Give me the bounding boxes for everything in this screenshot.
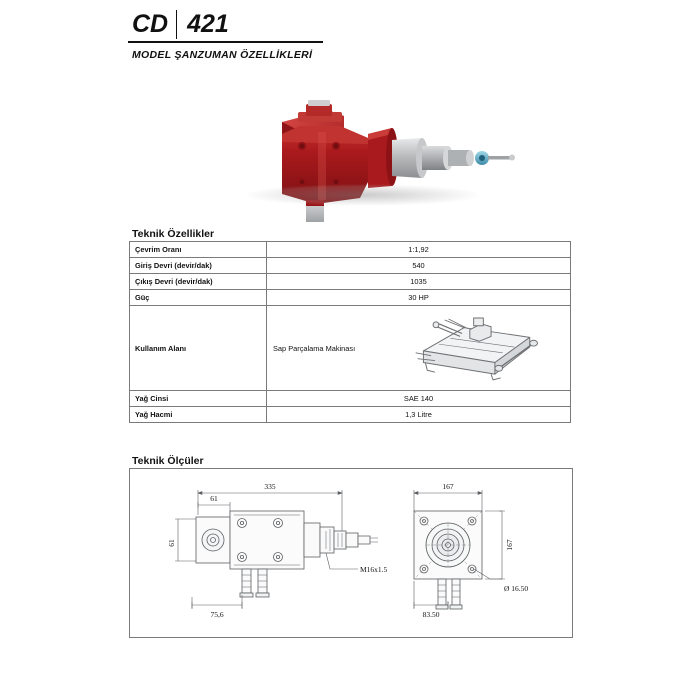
shredder-machine-drawing (406, 312, 551, 384)
table-row (130, 258, 571, 274)
table-row (130, 242, 571, 258)
dim-hole-note: Ø 16.50 (504, 584, 529, 593)
spec-value: 30 HP (267, 290, 571, 306)
document-header (128, 10, 568, 61)
spec-value-usage (267, 306, 571, 391)
document-subtitle: MODEL ŞANZUMAN ÖZELLİKLERİ (132, 49, 313, 61)
dimensions-heading: Teknik Ölçüler (132, 455, 204, 467)
table-row (130, 290, 571, 306)
model-code-block (128, 10, 323, 43)
photo-shadow (245, 184, 480, 206)
dim-left-bottom-width: 75,6 (210, 610, 224, 619)
spec-label: Kullanım Alanı (130, 306, 267, 391)
spec-label: Yağ Hacmi (130, 407, 267, 423)
table-row (130, 391, 571, 407)
dim-right-top-width: 167 (442, 482, 454, 491)
dim-left-top-width: 335 (264, 482, 276, 491)
table-row (130, 274, 571, 290)
tech-specs-heading: Teknik Özellikler (132, 228, 215, 240)
dim-left-height: 61 (167, 539, 176, 547)
spec-label: Çevrim Oranı (130, 242, 267, 258)
product-photo (130, 82, 570, 222)
dim-right-height: 167 (505, 539, 514, 551)
dim-thread-note: M16x1.5 (360, 565, 388, 574)
spec-label: Yağ Cinsi (130, 391, 267, 407)
spec-label: Çıkış Devri (devir/dak) (130, 274, 267, 290)
spec-label: Giriş Devri (devir/dak) (130, 258, 267, 274)
spec-value: 1:1,92 (267, 242, 571, 258)
spec-value: 1035 (267, 274, 571, 290)
dimensions-panel (129, 468, 573, 638)
tech-specs-table (129, 241, 571, 423)
table-row-usage (130, 306, 571, 391)
dim-left-top-inner: 61 (210, 494, 218, 503)
model-code-number: 421 (176, 10, 239, 39)
model-code-prefix: CD (132, 10, 169, 38)
spec-value: 1,3 Litre (267, 407, 571, 423)
spec-value: SAE 140 (267, 391, 571, 407)
usage-text: Sap Parçalama Makinası (273, 343, 356, 353)
spec-label: Güç (130, 290, 267, 306)
dimension-drawings (130, 469, 570, 635)
dim-right-bottom-width: 83.50 (422, 610, 440, 619)
table-row (130, 407, 571, 423)
spec-value: 540 (267, 258, 571, 274)
